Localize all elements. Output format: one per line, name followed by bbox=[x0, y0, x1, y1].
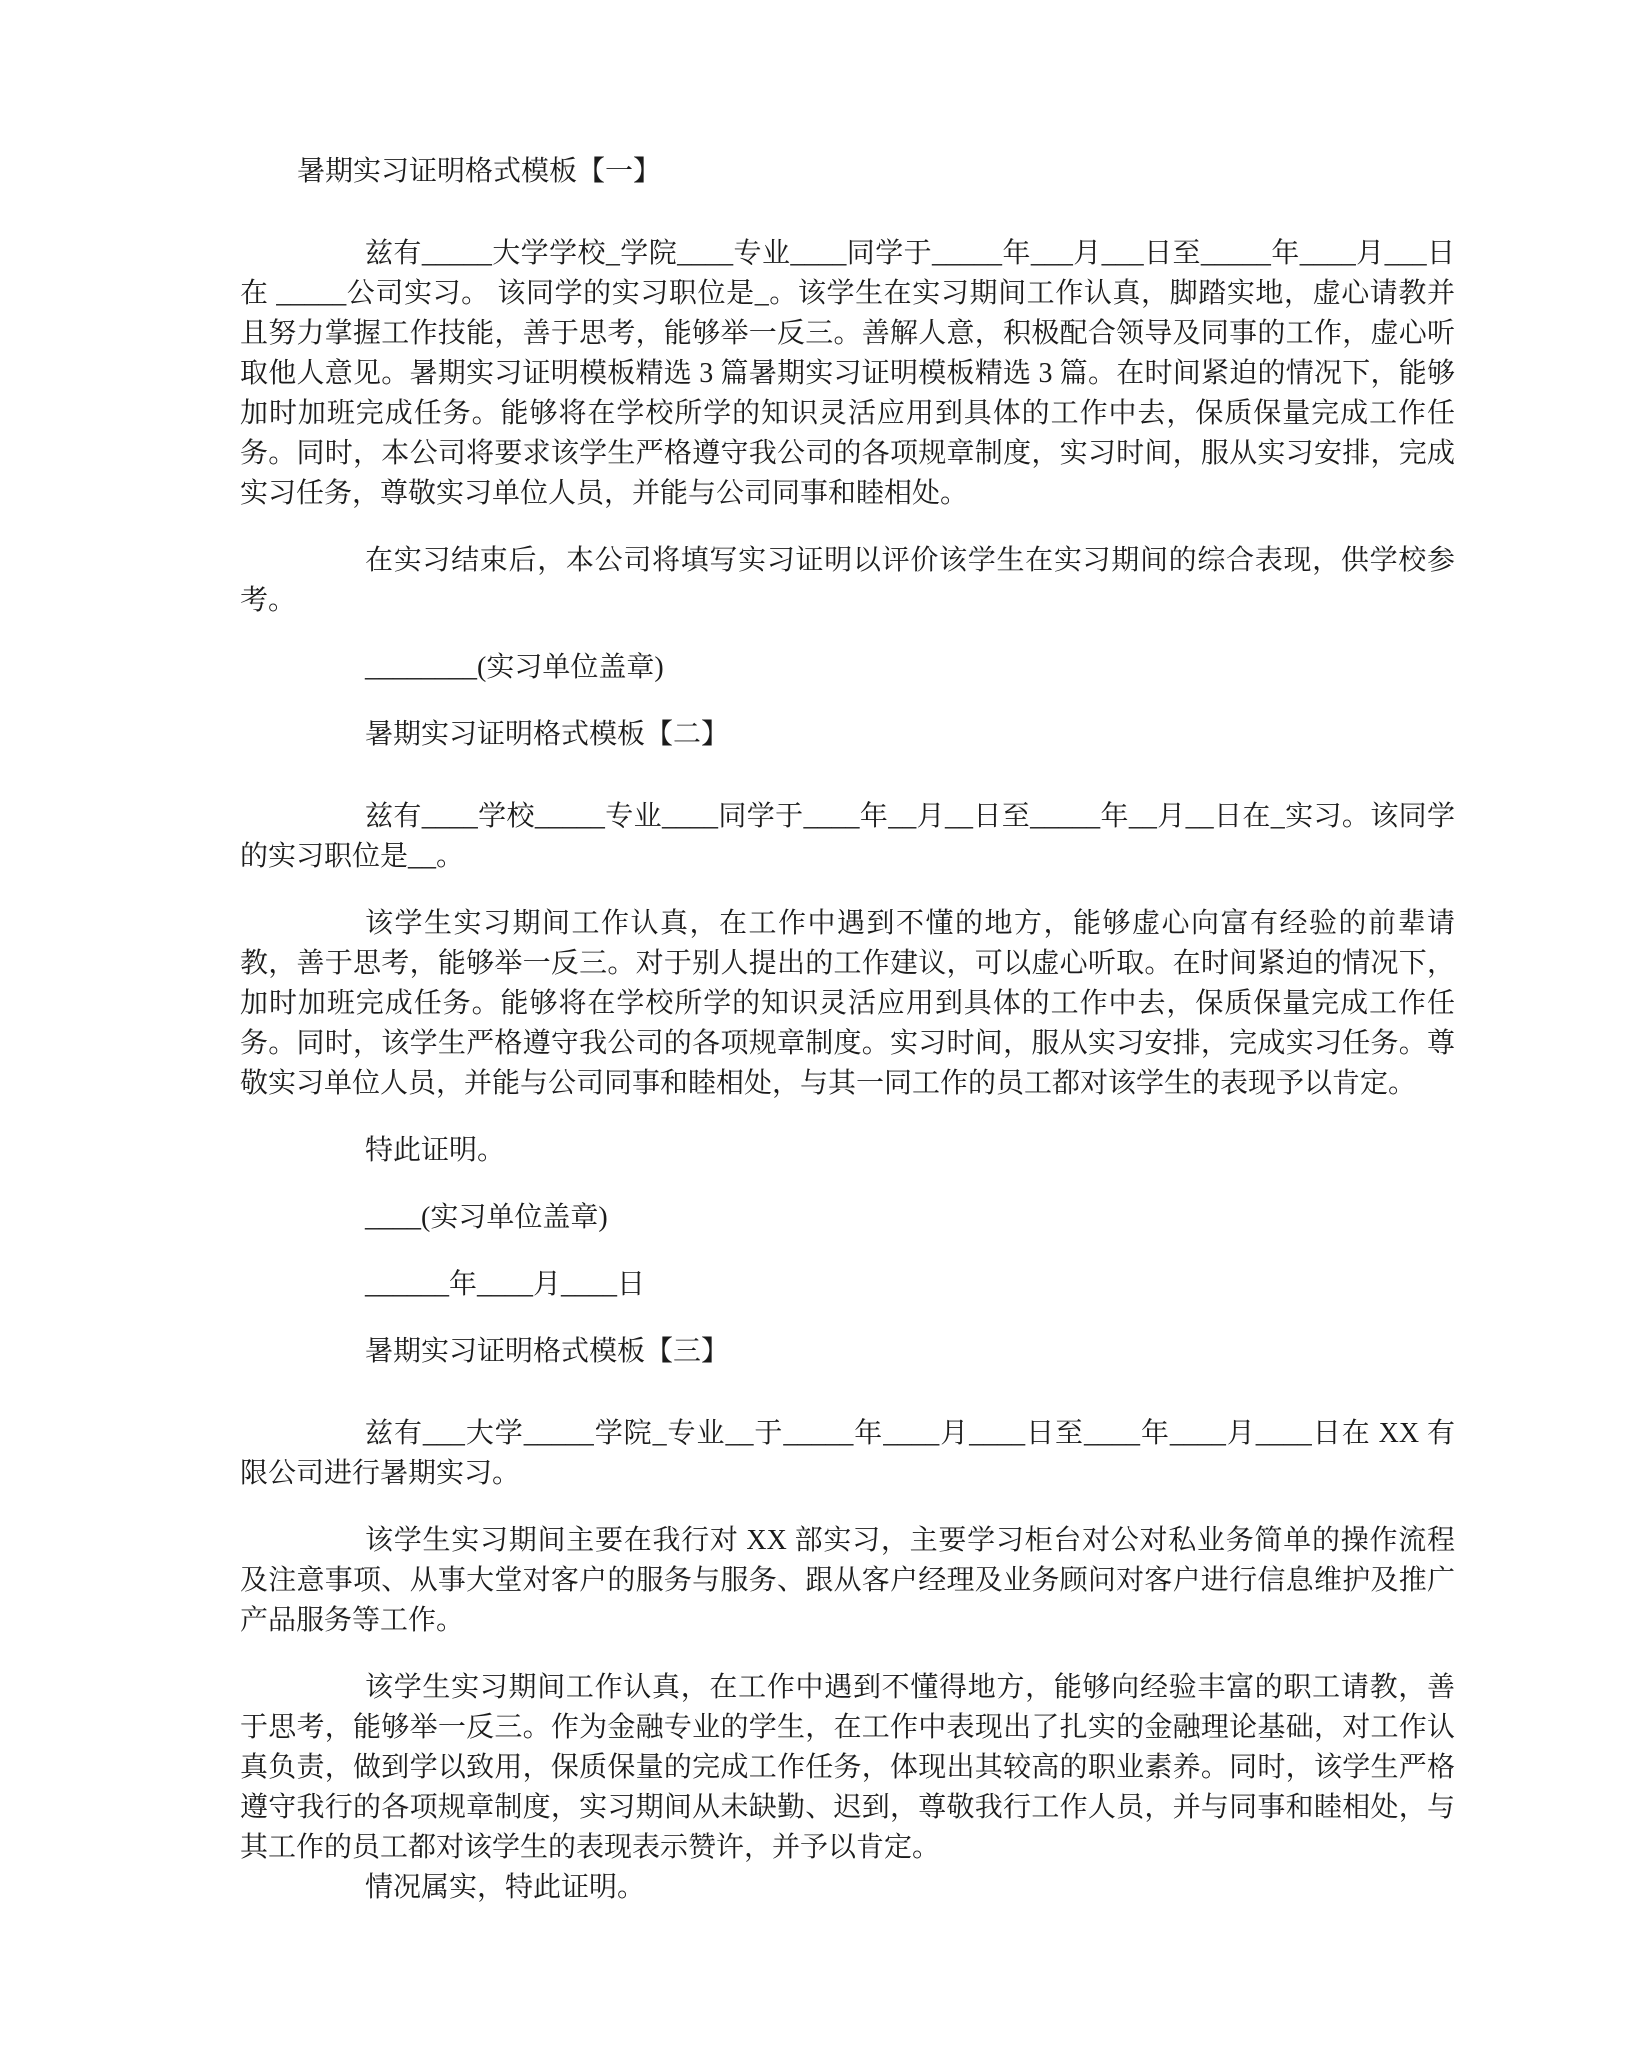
section-2-title: 暑期实习证明格式模板【二】 bbox=[365, 719, 730, 750]
section-1-title: 暑期实习证明格式模板【一】 bbox=[297, 156, 662, 187]
section-3-title: 暑期实习证明格式模板【三】 bbox=[365, 1336, 730, 1367]
section-3-paragraph-2: 该学生实习期间主要在我行对 XX 部实习，主要学习柜台对公对私业务简单的操作流程及注意事项、从事大堂对客户的服务与服务、跟从客户经理及业务顾问对客户进行信息维护及推广产品服务等工作。 bbox=[240, 1525, 1455, 1636]
section-3-certify-line: 情况属实，特此证明。 bbox=[365, 1872, 646, 1903]
section-1-stamp-line: ________(实习单位盖章) bbox=[365, 652, 664, 683]
section-3-paragraph-1: 兹有___大学_____学院_专业__于_____年____月____日至____年____月____日在 XX 有限公司进行暑期实习。 bbox=[240, 1418, 1455, 1489]
section-2-date-line: ______年____月____日 bbox=[365, 1269, 646, 1300]
section-3-paragraph-3: 该学生实习期间工作认真，在工作中遇到不懂得地方，能够向经验丰富的职工请教，善于思考，能够举一反三。作为金融专业的学生，在工作中表现出了扎实的金融理论基础，对工作认真负责，做到学以致用，保质保量的完成工作任务，体现出其较高的职业素养。同时，该学生严格遵守我行的各项规章制度，实习期间从未缺勤、迟到，尊敬我行工作人员，并与同事和睦相处，与其工作的员工都对该学生的表现表示赞许，并予以肯定。 bbox=[240, 1672, 1455, 1863]
section-2-stamp-line: ____(实习单位盖章) bbox=[365, 1202, 608, 1233]
section-1-paragraph-2: 在实习结束后，本公司将填写实习证明以评价该学生在实习期间的综合表现，供学校参考。 bbox=[240, 545, 1455, 616]
section-2-certify-line: 特此证明。 bbox=[365, 1135, 506, 1166]
document-body bbox=[240, 152, 1455, 1935]
section-2-paragraph-2: 该学生实习期间工作认真，在工作中遇到不懂的地方，能够虚心向富有经验的前辈请教，善于思考，能够举一反三。对于别人提出的工作建议，可以虚心听取。在时间紧迫的情况下，加时加班完成任务。能够将在学校所学的知识灵活应用到具体的工作中去，保质保量完成工作任务。同时，该学生严格遵守我公司的各项规章制度。实习时间，服从实习安排，完成实习任务。尊敬实习单位人员，并能与公司同事和睦相处，与其一同工作的员工都对该学生的表现予以肯定。 bbox=[240, 908, 1455, 1099]
section-1-paragraph-1: 兹有_____大学学校_学院____专业____同学于_____年___月___日至_____年____月___日在 _____公司实习。 该同学的实习职位是_。该学生在实习期间工作认真，脚踏实地，虚心请教并且努力掌握工作技能，善于思考，能够举一反三。善解人意，积极配合领导及同事的工作，虚心听取他人意见。暑期实习证明模板精选 3 篇暑期实习证明模板精选 3 篇。在时间紧迫的情况下，能够加时加班完成任务。能够将在学校所学的知识灵活应用到具体的工作中去，保质保量完成工作任务。同时，本公司将要求该学生严格遵守我公司的各项规章制度，实习时间，服从实习安排，完成实习任务，尊敬实习单位人员，并能与公司同事和睦相处。 bbox=[240, 238, 1455, 509]
section-2-paragraph-1: 兹有____学校_____专业____同学于____年__月__日至_____年__月__日在_实习。该同学的实习职位是__。 bbox=[240, 801, 1455, 872]
